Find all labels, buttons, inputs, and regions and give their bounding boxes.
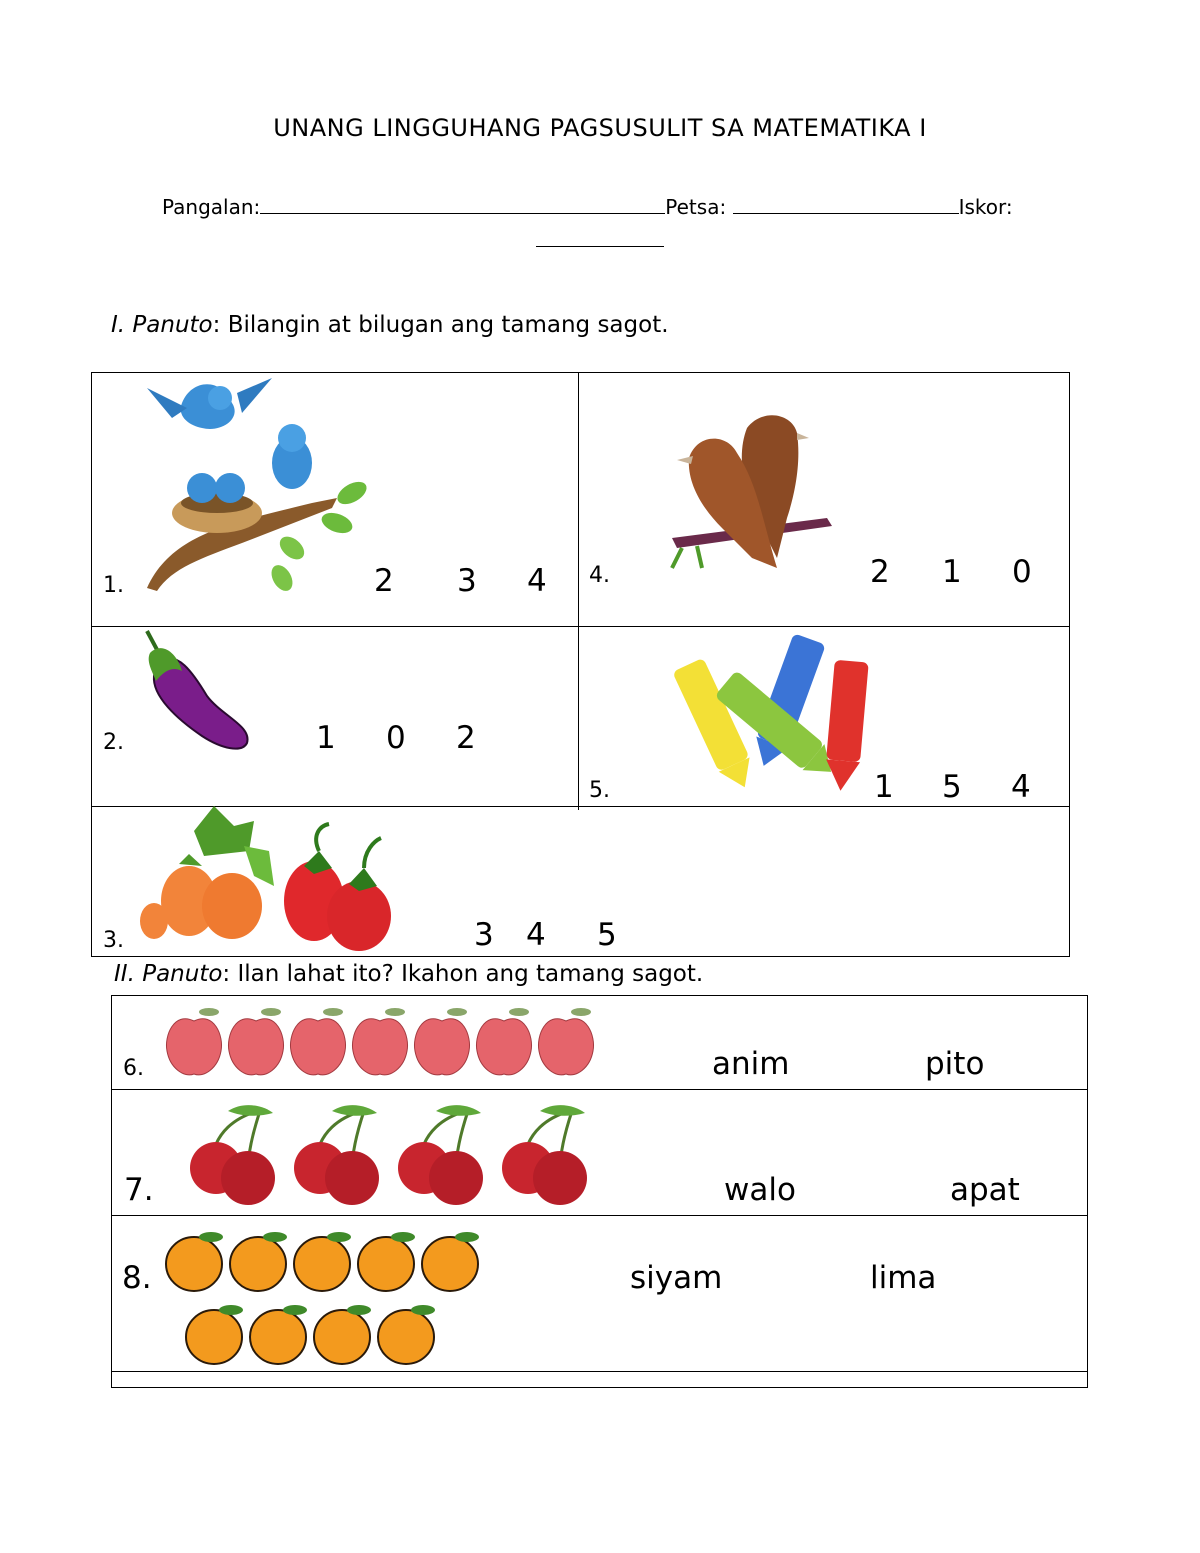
choice[interactable]: apat bbox=[950, 1172, 1020, 1208]
choice[interactable]: anim bbox=[712, 1046, 790, 1082]
page-title: UNANG LINGGUHANG PAGSUSULIT SA MATEMATIKA I bbox=[273, 114, 927, 142]
row-divider bbox=[112, 1371, 1087, 1372]
crayons-icon bbox=[662, 631, 872, 796]
oranges-icon bbox=[166, 1229, 496, 1369]
item-number: 7. bbox=[124, 1172, 154, 1208]
item-number: 1. bbox=[103, 573, 124, 598]
choice[interactable]: 3 bbox=[457, 563, 477, 599]
name-label: Pangalan: bbox=[162, 195, 261, 219]
choice[interactable]: 1 bbox=[942, 554, 962, 590]
choice[interactable]: 4 bbox=[526, 917, 546, 953]
score-blank[interactable] bbox=[536, 246, 664, 247]
part2-instruction bbox=[114, 961, 703, 987]
row-divider bbox=[112, 1089, 1087, 1090]
part2-table bbox=[111, 995, 1088, 1388]
choice[interactable]: siyam bbox=[630, 1260, 723, 1296]
apples-icon bbox=[164, 1006, 599, 1081]
col-divider bbox=[578, 373, 579, 810]
part2-panuto: Panuto bbox=[142, 961, 223, 987]
cherries-icon bbox=[188, 1103, 608, 1203]
choice[interactable]: 2 bbox=[374, 563, 394, 599]
choice[interactable]: lima bbox=[870, 1260, 937, 1296]
choice[interactable]: 4 bbox=[527, 563, 547, 599]
date-blank[interactable] bbox=[733, 212, 959, 214]
choice[interactable]: 3 bbox=[474, 917, 494, 953]
score-label: Iskor: bbox=[958, 195, 1013, 219]
part2-text: : Ilan lahat ito? Ikahon ang tamang sagot. bbox=[222, 961, 704, 987]
choice[interactable]: walo bbox=[724, 1172, 796, 1208]
info-fields bbox=[162, 195, 1013, 219]
choice[interactable]: 1 bbox=[874, 769, 894, 805]
two-brown-birds-icon bbox=[667, 408, 837, 578]
part1-roman: I. bbox=[111, 312, 126, 338]
row-divider bbox=[92, 626, 1069, 627]
part1-instruction bbox=[111, 312, 669, 338]
choice[interactable]: 2 bbox=[456, 720, 476, 756]
choice[interactable]: 1 bbox=[316, 720, 336, 756]
choice[interactable]: 5 bbox=[597, 917, 617, 953]
choice[interactable]: 2 bbox=[870, 554, 890, 590]
strawberries-icon bbox=[134, 806, 399, 951]
choice[interactable]: 5 bbox=[942, 769, 962, 805]
date-label: Petsa: bbox=[665, 195, 727, 219]
choice[interactable]: 0 bbox=[386, 720, 406, 756]
row-divider bbox=[112, 1215, 1087, 1216]
item-number: 6. bbox=[123, 1056, 144, 1081]
item-number: 2. bbox=[103, 730, 124, 755]
item-number: 3. bbox=[103, 928, 124, 953]
choice[interactable]: 0 bbox=[1012, 554, 1032, 590]
part1-panuto: Panuto bbox=[132, 312, 213, 338]
eggplant-icon bbox=[142, 631, 252, 751]
choice[interactable]: 4 bbox=[1011, 769, 1031, 805]
item-number: 5. bbox=[589, 778, 610, 803]
part1-text: : Bilangin at bilugan ang tamang sagot. bbox=[212, 312, 669, 338]
item-number: 8. bbox=[122, 1260, 152, 1296]
birds-nest-icon bbox=[142, 373, 372, 593]
part2-roman: II. bbox=[114, 961, 135, 987]
name-blank[interactable] bbox=[260, 212, 665, 214]
item-number: 4. bbox=[589, 563, 610, 588]
choice[interactable]: pito bbox=[925, 1046, 985, 1082]
part1-table bbox=[91, 372, 1070, 957]
